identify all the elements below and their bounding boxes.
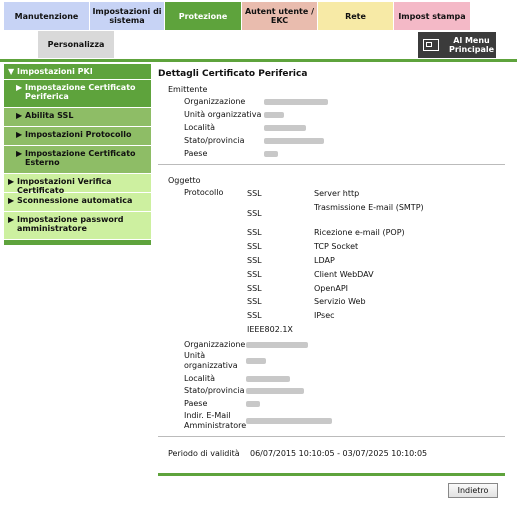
- redacted-value: [264, 138, 324, 144]
- issuer-field-stato: Stato/provincia: [184, 136, 245, 145]
- sidebar-item-label: Impostazione Certificato Periferica: [25, 83, 136, 101]
- sidebar-item-certificato-esterno[interactable]: [4, 146, 151, 174]
- subject-label: Oggetto: [168, 176, 201, 185]
- sidebar-item-abilita-ssl[interactable]: [4, 108, 151, 127]
- ssl-label: SSL: [247, 297, 262, 306]
- tab-protezione[interactable]: Protezione: [165, 2, 242, 30]
- sidebar-bottom-bar: [4, 240, 151, 245]
- ssl-label: SSL: [247, 284, 262, 293]
- main-menu-button[interactable]: [418, 32, 496, 58]
- protocol-servizio-web: Servizio Web: [314, 297, 366, 306]
- validity-value: 06/07/2015 10:10:05 - 03/07/2025 10:10:05: [250, 449, 428, 458]
- protocol-server-http: Server http: [314, 189, 360, 198]
- sidebar-item-certificato-periferica[interactable]: [4, 80, 151, 108]
- tab-impostazioni-sistema[interactable]: Impostazioni di sistema: [90, 2, 165, 30]
- sidebar-head-label: Impostazioni PKI: [17, 67, 93, 76]
- redacted-value: [246, 358, 266, 364]
- issuer-label: Emittente: [168, 85, 208, 94]
- triangle-right-icon: ▶: [16, 111, 23, 120]
- tab-autent-utente[interactable]: Autent utente / EKC: [242, 2, 318, 30]
- triangle-right-icon: ▶: [8, 215, 15, 224]
- triangle-right-icon: ▶: [8, 177, 15, 186]
- top-divider: [0, 59, 517, 62]
- validity-label: Periodo di validità: [168, 449, 240, 458]
- protocol-openapi: OpenAPI: [314, 284, 349, 293]
- redacted-value: [246, 376, 290, 382]
- sidebar-item-label: Abilita SSL: [25, 111, 74, 120]
- triangle-right-icon: ▶: [16, 130, 23, 139]
- redacted-value: [246, 418, 332, 424]
- issuer-field-localita: Località: [184, 123, 215, 132]
- main-menu-label: Al Menu Principale: [448, 36, 495, 54]
- sidebar-item-label: Impostazioni Verifica Certificato: [17, 177, 112, 195]
- sidebar-item-label: Impostazione Certificato Esterno: [25, 149, 136, 167]
- tab-personalizza[interactable]: Personalizza: [38, 31, 114, 58]
- main-content: [158, 69, 505, 458]
- ssl-label: SSL: [247, 228, 262, 237]
- protocol-label: Protocollo: [184, 188, 224, 197]
- tab-rete[interactable]: Rete: [318, 2, 394, 30]
- subject-field-paese: Paese: [184, 399, 208, 408]
- redacted-value: [246, 388, 304, 394]
- redacted-value: [246, 342, 308, 348]
- subject-field-localita: Località: [184, 374, 215, 383]
- ssl-label: SSL: [247, 256, 262, 265]
- sidebar-item-label: Impostazione password amministratore: [17, 215, 124, 233]
- sidebar-item-sconnessione-automatica[interactable]: [4, 193, 151, 212]
- redacted-value: [264, 112, 284, 118]
- redacted-value: [264, 125, 306, 131]
- sidebar-item-impostazioni-protocollo[interactable]: [4, 127, 151, 146]
- protocol-webdav: Client WebDAV: [314, 270, 374, 279]
- triangle-right-icon: ▶: [8, 196, 15, 205]
- protocol-smtp: Trasmissione E-mail (SMTP): [314, 203, 424, 212]
- protocol-tcp-socket: TCP Socket: [314, 242, 359, 251]
- ssl-label: SSL: [247, 270, 262, 279]
- window-icon: [423, 39, 439, 51]
- subject-field-email: Indir. E-Mail Amministratore: [184, 411, 247, 430]
- tab-manutenzione[interactable]: Manutenzione: [4, 2, 90, 30]
- sidebar: [4, 64, 151, 245]
- issuer-field-paese: Paese: [184, 149, 208, 158]
- sidebar-item-label: Sconnessione automatica: [17, 196, 133, 205]
- issuer-field-unita: Unità organizzativa: [184, 110, 262, 119]
- subject-field-organizzazione: Organizzazione: [184, 340, 246, 349]
- triangle-right-icon: ▶: [16, 83, 23, 92]
- sidebar-item-password-amministratore[interactable]: [4, 212, 151, 240]
- triangle-right-icon: ▶: [16, 149, 23, 158]
- section-divider: [158, 436, 505, 437]
- section-divider: [158, 164, 505, 165]
- sidebar-item-label: Impostazioni Protocollo: [25, 130, 132, 139]
- ssl-label: SSL: [247, 311, 262, 320]
- top-tabs: [4, 2, 470, 30]
- back-button[interactable]: Indietro: [448, 483, 498, 498]
- tab-impost-stampa[interactable]: Impost stampa: [394, 2, 470, 30]
- triangle-down-icon: ▼: [8, 67, 15, 76]
- subject-field-unita: Unità organizzativa: [184, 351, 238, 370]
- page-title: Dettagli Certificato Periferica: [158, 69, 308, 79]
- protocol-ipsec: IPsec: [314, 311, 335, 320]
- ieee-label: IEEE802.1X: [247, 325, 293, 334]
- ssl-label: SSL: [247, 189, 262, 198]
- sidebar-head-pki[interactable]: [4, 64, 151, 80]
- ssl-label: SSL: [247, 242, 262, 251]
- protocol-pop: Ricezione e-mail (POP): [314, 228, 405, 237]
- subject-field-stato: Stato/provincia: [184, 386, 245, 395]
- protocol-ldap: LDAP: [314, 256, 335, 265]
- ssl-label: SSL: [247, 209, 262, 218]
- redacted-value: [264, 151, 278, 157]
- issuer-field-organizzazione: Organizzazione: [184, 97, 246, 106]
- bottom-divider: [158, 473, 505, 476]
- redacted-value: [246, 401, 260, 407]
- sidebar-item-verifica-certificato[interactable]: [4, 174, 151, 193]
- redacted-value: [264, 99, 328, 105]
